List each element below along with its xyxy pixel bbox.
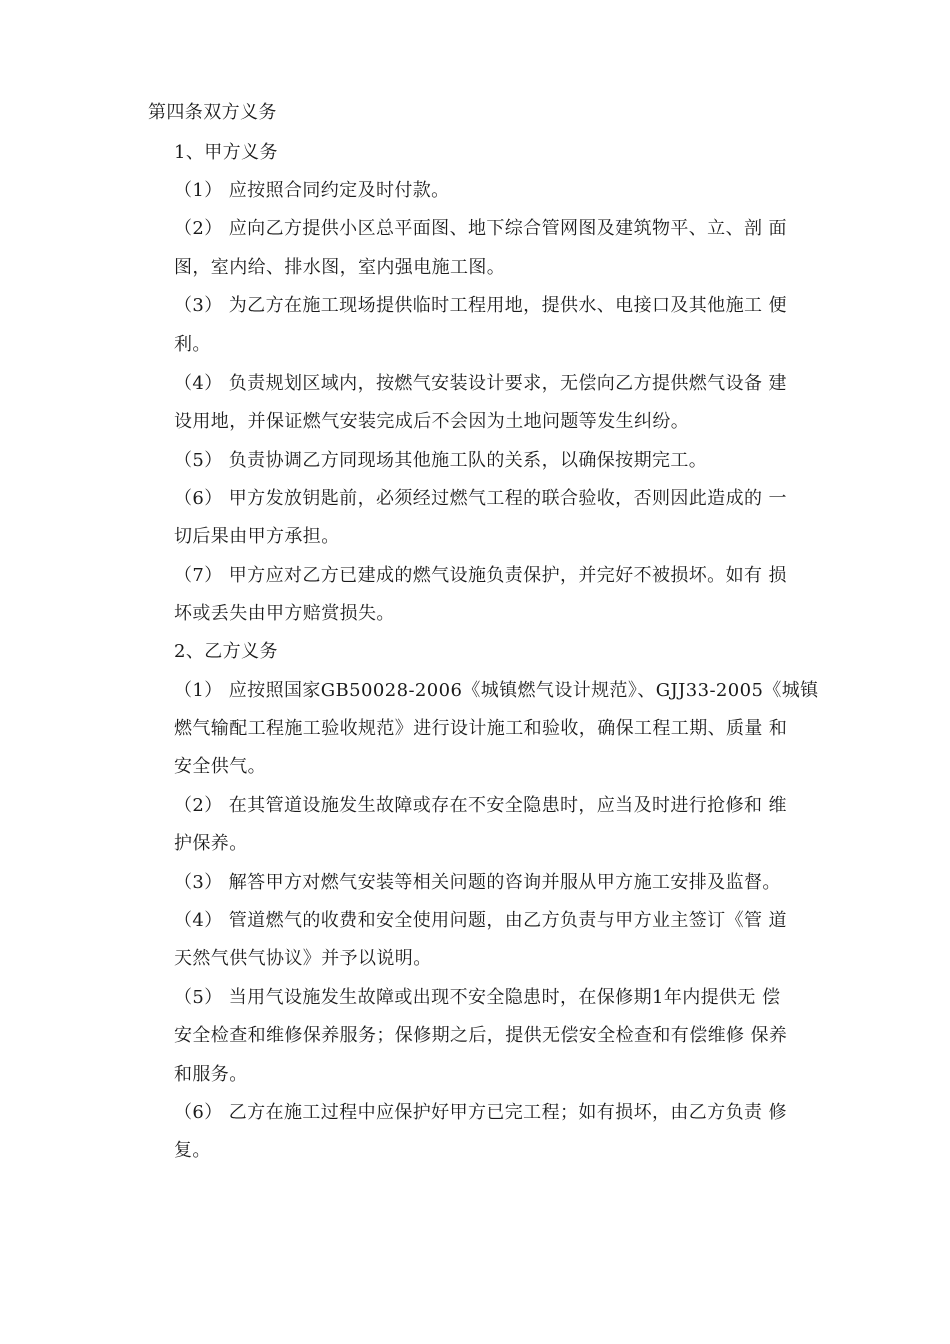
party-b-item-4-line-1: （4） 管道燃气的收费和安全使用问题，由乙方负责与甲方业主签订《管 道	[174, 910, 787, 931]
party-a-item-5-line-1: （5） 负责协调乙方同现场其他施工队的关系，以确保按期完工。	[174, 450, 708, 471]
party-a-item-4-line-1: （4） 负责规划区域内，按燃气安装设计要求，无偿向乙方提供燃气设备 建	[174, 373, 787, 394]
party-a-item-7-line-2: 坏或丢失由甲方赔赏损失。	[174, 603, 395, 624]
party-b-item-5-line-3: 和服务。	[174, 1064, 248, 1085]
party-b-item-1-line-3: 安全供气。	[174, 756, 266, 777]
party-b-item-4-line-2: 天然气供气协议》并予以说明。	[174, 948, 432, 969]
party-a-item-2-line-2: 图，室内给、排水图，室内强电施工图。	[174, 257, 506, 278]
party-b-heading: 2、乙方义务	[174, 641, 278, 662]
party-a-item-4-line-2: 设用地，并保证燃气安装完成后不会因为土地问题等发生纠纷。	[174, 411, 690, 432]
party-a-item-3-line-2: 利。	[174, 334, 211, 355]
party-b-item-1-line-2: 燃气输配工程施工验收规范》进行设计施工和验收，确保工程工期、质量 和	[174, 718, 788, 739]
party-b-item-2-line-2: 护保养。	[174, 833, 248, 854]
party-a-item-7-line-1: （7） 甲方应对乙方已建成的燃气设施负责保护，并完好不被损坏。如有 损	[174, 565, 787, 586]
party-b-item-2-line-1: （2） 在其管道设施发生故障或存在不安全隐患时，应当及时进行抢修和 维	[174, 795, 787, 816]
party-b-item-5-line-2: 安全检查和维修保养服务；保修期之后，提供无偿安全检查和有偿维修 保养	[174, 1025, 788, 1046]
party-a-heading: 1、甲方义务	[174, 142, 278, 163]
party-b-item-6-line-2: 复。	[174, 1140, 211, 1161]
party-a-item-6-line-2: 切后果由甲方承担。	[174, 526, 340, 547]
party-b-item-3-line-1: （3） 解答甲方对燃气安装等相关问题的咨询并服从甲方施工安排及监督。	[174, 872, 781, 893]
party-a-item-2-line-1: （2） 应向乙方提供小区总平面图、地下综合管网图及建筑物平、立、剖 面	[174, 218, 787, 239]
party-b-item-6-line-1: （6） 乙方在施工过程中应保护好甲方已完工程；如有损坏，由乙方负责 修	[174, 1102, 787, 1123]
article-title: 第四条双方义务	[148, 102, 277, 123]
party-b-item-5-line-1: （5） 当用气设施发生故障或出现不安全隐患时，在保修期1年内提供无 偿	[174, 987, 781, 1008]
party-b-item-1-line-1: （1） 应按照国家GB50028-2006《城镇燃气设计规范》、GJJ33-2005《城镇	[174, 680, 819, 701]
party-a-item-6-line-1: （6） 甲方发放钥匙前，必须经过燃气工程的联合验收，否则因此造成的 一	[174, 488, 787, 509]
party-a-item-1-line-1: （1） 应按照合同约定及时付款。	[174, 180, 450, 201]
party-a-item-3-line-1: （3） 为乙方在施工现场提供临时工程用地，提供水、电接口及其他施工 便	[174, 295, 787, 316]
